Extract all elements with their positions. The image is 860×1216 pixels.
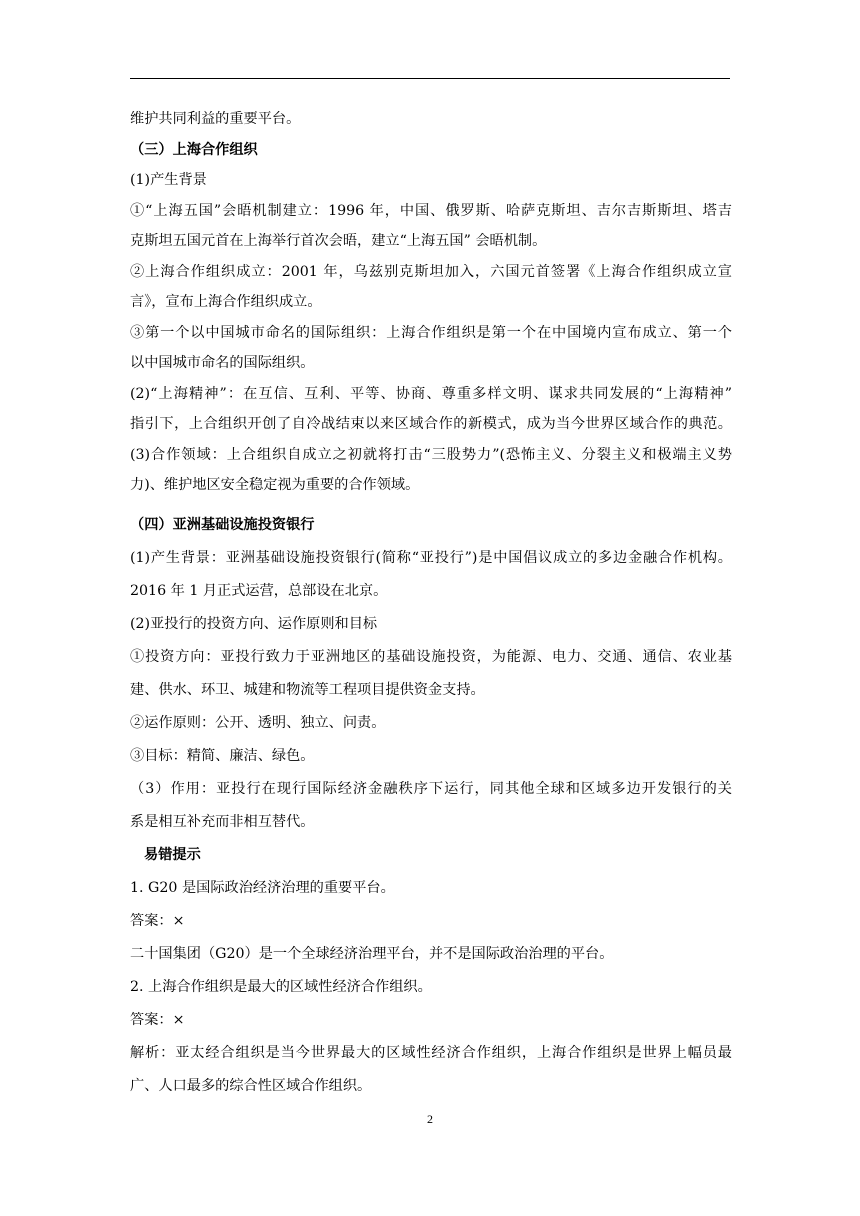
explanation-line: 广、人口最多的综合性区域合作组织。 xyxy=(130,1077,372,1094)
subheading: (1)产生背景 xyxy=(130,172,207,188)
tips-heading: 易错提示 xyxy=(144,846,201,863)
text-line: 维护共同利益的重要平台。 xyxy=(130,111,301,127)
text-line: 力)、维护地区安全稳定视为重要的合作领域。 xyxy=(130,477,420,493)
text-line: ③目标：精简、廉洁、绿色。 xyxy=(130,747,315,764)
explanation-line: 解析：亚太经合组织是当今世界最大的区域性经济合作组织，上海合作组织是世界上幅员最 xyxy=(130,1044,732,1061)
header-rule xyxy=(130,78,730,79)
text-line: ③第一个以中国城市命名的国际组织：上海合作组织是第一个在中国境内宣布成立、第一个 xyxy=(130,324,732,341)
text-line: ①“上海五国”会晤机制建立：1996 年，中国、俄罗斯、哈萨克斯坦、吉尔吉斯斯坦、塔吉 xyxy=(130,202,732,219)
answer-line: 答案：× xyxy=(130,1011,185,1028)
text-line: ②运作原则：公开、透明、独立、问责。 xyxy=(130,714,386,731)
text-line: (3)合作领域：上合组织自成立之初就将打击“三股势力”(恐怖主义、分裂主义和极端主义势 xyxy=(130,446,732,463)
question-line: 2. 上海合作组织是最大的区域性经济合作组织。 xyxy=(130,978,432,995)
explanation-line: 二十国集团（G20）是一个全球经济治理平台，并不是国际政治治理的平台。 xyxy=(130,945,614,962)
page-number: 2 xyxy=(427,1112,433,1126)
question-line: 1. G20 是国际政治经济治理的重要平台。 xyxy=(130,879,395,896)
text-line: 以中国城市命名的国际组织。 xyxy=(130,355,315,371)
text-line: 指引下，上合组织开创了自冷战结束以来区域合作的新模式，成为当今世界区域合作的典范。 xyxy=(130,416,732,432)
document-body xyxy=(130,104,732,1103)
text-line: ②上海合作组织成立：2001 年，乌兹别克斯坦加入，六国元首签署《上海合作组织成立宣 xyxy=(130,263,732,280)
section-heading: （三）上海合作组织 xyxy=(130,141,258,158)
text-line: (1)产生背景：亚洲基础设施投资银行(简称“亚投行”)是中国倡议成立的多边金融合作机构。 xyxy=(130,549,732,566)
text-line: 系是相互补充而非相互替代。 xyxy=(130,813,315,830)
answer-line: 答案：× xyxy=(130,912,185,929)
text-line: 言》，宣布上海合作组织成立。 xyxy=(130,294,322,310)
section-heading: （四）亚洲基础设施投资银行 xyxy=(130,516,315,533)
text-line: (2)“上海精神”：在互信、互利、平等、协商、尊重多样文明、谋求共同发展的“上海精神” xyxy=(130,385,732,402)
text-line: 2016 年 1 月正式运营，总部设在北京。 xyxy=(130,582,388,599)
text-line: 克斯坦五国元首在上海举行首次会晤，建立“上海五国” 会晤机制。 xyxy=(130,233,547,249)
subheading: (2)亚投行的投资方向、运作原则和目标 xyxy=(130,615,378,632)
text-line: ①投资方向：亚投行致力于亚洲地区的基础设施投资，为能源、电力、交通、通信、农业基 xyxy=(130,648,732,665)
text-line: （3）作用：亚投行在现行国际经济金融秩序下运行，同其他全球和区域多边开发银行的关 xyxy=(130,780,732,797)
text-line: 建、供水、环卫、城建和物流等工程项目提供资金支持。 xyxy=(130,681,485,698)
